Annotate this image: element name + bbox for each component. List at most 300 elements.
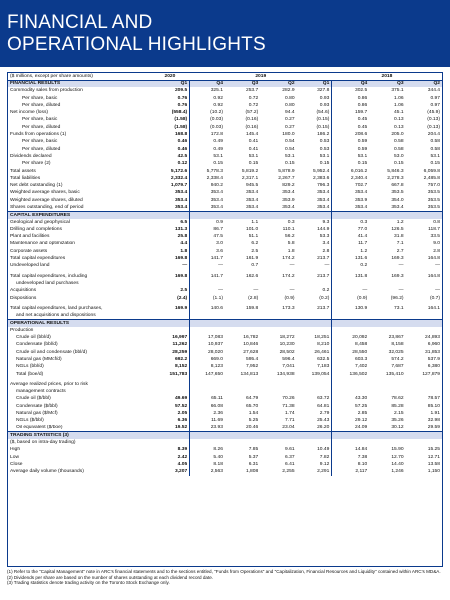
value-cell: [260, 432, 296, 439]
value-cell: 353.5: [427, 190, 440, 196]
value-cell: 353.4: [174, 190, 188, 196]
value-cell: 354.0: [391, 197, 404, 203]
row-label: Funds from operations (1): [10, 132, 67, 138]
value-cell: —: [398, 288, 404, 294]
value-cell: 0.58: [394, 146, 404, 152]
value-cell: 8.18: [190, 461, 225, 468]
value-cell: 0.49: [190, 138, 225, 145]
value-cell: 669.0: [190, 356, 225, 363]
value-cell: 0.3: [287, 219, 295, 225]
table-row: [8, 255, 442, 262]
value-cell: [297, 327, 332, 334]
table-row: [8, 341, 442, 348]
value-cell: 4.4: [180, 241, 188, 247]
value-cell: 41.4: [332, 233, 369, 240]
table-row: [8, 439, 442, 446]
value-cell: (57.2): [245, 110, 259, 116]
value-cell: Q4: [190, 80, 225, 87]
value-cell: 169.3: [391, 256, 404, 262]
value-cell: [406, 381, 442, 388]
value-cell: 6.37: [285, 454, 295, 460]
value-cell: 327.8: [317, 88, 330, 94]
value-cell: [150, 432, 190, 439]
table-row: [8, 417, 442, 424]
value-cell: 9.0: [433, 241, 440, 247]
row-label: Production: [10, 327, 34, 333]
value-cell: 2.15: [394, 411, 404, 416]
value-cell: 353.4: [317, 190, 330, 196]
value-cell: 0.86: [332, 102, 369, 109]
value-cell: 164.8: [427, 273, 440, 279]
value-cell: 596.4: [282, 356, 295, 362]
value-cell: 10,937: [190, 341, 225, 348]
value-cell: 9.3: [322, 219, 330, 225]
value-cell: [150, 381, 190, 388]
value-cell: [332, 320, 369, 327]
value-cell: 6,380: [427, 364, 440, 370]
value-cell: 2.42: [177, 454, 188, 460]
value-cell: 7,183: [317, 364, 330, 370]
value-cell: [297, 432, 332, 439]
value-cell: 5,172.6: [170, 168, 188, 174]
value-cell: [406, 280, 442, 287]
value-cell: 0.58: [394, 139, 404, 145]
row-label: Close: [10, 462, 23, 468]
value-cell: 5.8: [287, 241, 295, 247]
value-cell: (2.8): [248, 295, 259, 301]
value-cell: 49.69: [174, 396, 188, 402]
value-cell: 796.3: [317, 183, 330, 189]
value-cell: 353.4: [245, 190, 259, 196]
table-row: [8, 168, 442, 175]
value-cell: 537.9: [427, 356, 440, 362]
value-cell: 174.2: [282, 256, 295, 262]
value-cell: —: [289, 288, 295, 294]
value-cell: 353.9: [282, 197, 295, 203]
value-cell: 29.12: [332, 417, 369, 424]
value-cell: [190, 432, 225, 439]
value-cell: 375.1: [391, 88, 404, 94]
value-cell: 26.20: [317, 425, 330, 431]
value-cell: (0.9): [284, 295, 295, 301]
row-label: Corporate assets: [10, 248, 48, 254]
value-cell: 0.41: [248, 146, 259, 152]
value-cell: [332, 388, 369, 395]
row-label: Undeveloped land: [10, 263, 50, 269]
value-cell: 1.74: [285, 411, 295, 416]
row-label: Shares outstanding, end of period: [10, 204, 84, 210]
value-cell: 131.6: [332, 255, 369, 262]
value-cell: 0.9: [190, 219, 225, 226]
row-label: FINANCIAL RESULTS: [8, 80, 150, 87]
value-cell: 32.98: [427, 418, 440, 424]
table-row: [8, 160, 442, 167]
value-cell: 0.97: [430, 95, 440, 101]
value-cell: 0.12: [177, 161, 188, 167]
value-cell: [225, 280, 260, 287]
table-row: [8, 109, 442, 116]
value-cell: 353.4: [282, 204, 295, 210]
value-cell: 47.5: [190, 233, 225, 240]
value-cell: [150, 327, 190, 334]
value-cell: 353.4: [391, 204, 404, 210]
value-cell: 353.5: [427, 197, 440, 203]
row-label: Total liabilities: [10, 175, 41, 181]
value-cell: 7,041: [282, 364, 295, 370]
row-label: Dividends declared: [10, 153, 52, 159]
table-row: [8, 356, 442, 363]
value-cell: 0.15: [430, 161, 440, 167]
value-cell: 0.45: [332, 116, 369, 123]
row-label: Per share, basic: [22, 117, 58, 123]
value-cell: 9.12: [319, 462, 330, 468]
value-cell: (96.2): [390, 295, 404, 301]
value-cell: (0.15): [316, 117, 330, 123]
value-cell: [369, 312, 405, 319]
value-cell: —: [435, 263, 440, 269]
value-cell: 0.45: [332, 124, 369, 131]
value-cell: 2.5: [180, 288, 188, 294]
value-cell: 6.5: [180, 219, 188, 225]
value-cell: 56.2: [285, 234, 295, 240]
value-cell: 63.72: [317, 396, 330, 402]
footnotes: [7, 569, 443, 586]
value-cell: 353.4: [190, 204, 225, 211]
value-cell: (0.03): [190, 124, 225, 131]
year-header-row: [8, 73, 442, 80]
table-row: [8, 287, 442, 294]
value-cell: 64.79: [245, 396, 259, 402]
value-cell: 1.91: [430, 411, 440, 416]
value-cell: 2,340.4: [332, 175, 369, 182]
value-cell: 7,952: [245, 364, 259, 370]
value-cell: 2.85: [332, 410, 369, 417]
table-row: [8, 138, 442, 145]
value-cell: 86.7: [190, 226, 225, 233]
value-cell: 159.8: [245, 305, 259, 311]
value-cell: 161.9: [245, 256, 259, 262]
value-cell: 353.4: [245, 197, 259, 203]
table-row: [8, 211, 442, 218]
table-row: [8, 454, 442, 461]
value-cell: 0.72: [248, 102, 259, 108]
row-label: Per share, basic: [22, 95, 58, 101]
table-row: [8, 425, 442, 432]
value-cell: 110.1: [282, 226, 295, 232]
value-cell: 126.5: [391, 226, 404, 232]
row-label: Maintenance and optimization: [10, 241, 75, 247]
value-cell: [150, 211, 190, 218]
value-cell: 7.38: [332, 454, 369, 461]
value-cell: [190, 320, 225, 327]
value-cell: 0.41: [248, 139, 259, 145]
value-cell: 5.37: [248, 454, 259, 460]
value-cell: 30.12: [391, 425, 404, 431]
value-cell: 603.3: [332, 356, 369, 363]
value-cell: [225, 211, 260, 218]
value-cell: 35.26: [391, 418, 404, 424]
row-label: Total (boe/d): [16, 371, 44, 377]
value-cell: 10,230: [279, 342, 295, 348]
row-label: Crude oil ($/bbl): [16, 396, 51, 402]
value-cell: 5,819.2: [241, 168, 259, 174]
value-cell: 131.8: [332, 273, 369, 280]
value-cell: 757.0: [427, 183, 440, 189]
value-cell: 5.40: [190, 454, 225, 461]
value-cell: 4.05: [177, 462, 188, 468]
value-cell: [260, 381, 296, 388]
value-cell: 164.8: [427, 256, 440, 262]
value-cell: 6.36: [177, 418, 188, 424]
row-label: Acquisitions: [10, 288, 37, 294]
value-cell: 0.54: [285, 139, 295, 145]
value-cell: 7.82: [319, 454, 330, 460]
value-cell: [332, 381, 369, 388]
value-cell: 353.4: [190, 197, 225, 204]
row-label: Geological and geophysical: [10, 219, 70, 225]
value-cell: 6.2: [251, 241, 259, 247]
value-cell: [260, 280, 296, 287]
value-cell: 136,502: [332, 371, 369, 378]
value-cell: 0.2: [322, 288, 330, 294]
table-row: [8, 395, 442, 402]
table-row: [8, 305, 442, 312]
value-cell: 159.7: [332, 109, 369, 116]
value-cell: 57.25: [332, 403, 369, 410]
value-cell: 2.79: [319, 411, 330, 416]
value-cell: (0.2): [319, 295, 330, 301]
row-label: OPERATIONAL RESULTS: [8, 320, 150, 327]
value-cell: [406, 327, 442, 334]
row-label: TRADING STATISTICS (3): [8, 432, 150, 439]
value-cell: [190, 327, 225, 334]
value-cell: 169.9: [174, 305, 188, 311]
table-row: [8, 131, 442, 138]
row-label: Condensate (bbl/d): [16, 342, 58, 348]
value-cell: 353.4: [245, 204, 259, 210]
value-cell: 5.25: [248, 418, 259, 424]
value-cell: 0.53: [319, 139, 330, 145]
table-row: [8, 248, 442, 255]
row-label: Net income (loss): [10, 110, 49, 116]
value-cell: 169.8: [174, 256, 188, 262]
value-cell: 127,879: [422, 371, 440, 377]
value-cell: [225, 439, 260, 446]
value-cell: 174.2: [282, 273, 295, 279]
row-label: Total assets: [10, 168, 36, 174]
value-cell: 353.5: [391, 190, 404, 196]
value-cell: 5,846.3: [387, 168, 404, 174]
value-cell: 2.8: [433, 248, 440, 254]
row-label: Crude oil and condensate (bbl/d): [16, 349, 87, 355]
table-row: [8, 447, 442, 454]
value-cell: 0.15: [394, 161, 404, 167]
table-row: [8, 146, 442, 153]
value-cell: 692.2: [174, 356, 188, 362]
value-cell: Q3: [369, 80, 405, 87]
value-cell: 8,123: [190, 363, 225, 370]
value-cell: 8,458: [332, 341, 369, 348]
value-cell: 8.39: [177, 447, 188, 453]
value-cell: 53.1: [190, 153, 225, 160]
value-cell: 28,020: [190, 349, 225, 356]
value-cell: [225, 312, 260, 319]
value-cell: 71.38: [282, 403, 295, 409]
value-cell: 2.7: [396, 248, 404, 254]
value-cell: [369, 439, 405, 446]
table-row: [8, 153, 442, 160]
row-label: CAPITAL EXPENDITURES: [8, 211, 150, 218]
value-cell: 344.4: [427, 88, 440, 94]
value-cell: [190, 388, 225, 395]
value-cell: 353.4: [332, 204, 369, 211]
value-cell: 85.28: [391, 403, 404, 409]
value-cell: 2,485.8: [423, 175, 440, 181]
value-cell: 141.7: [190, 255, 225, 262]
value-cell: 8.10: [332, 461, 369, 468]
row-label: undeveloped land purchases: [16, 280, 79, 286]
value-cell: 1.54: [248, 411, 259, 416]
value-cell: 7.1: [396, 241, 404, 247]
value-cell: 141.7: [190, 273, 225, 280]
value-cell: 6.31: [248, 462, 259, 468]
value-cell: (0.16): [245, 124, 259, 130]
value-cell: —: [289, 263, 295, 269]
value-cell: [297, 388, 332, 395]
value-cell: 209.5: [174, 88, 188, 94]
value-cell: 353.4: [174, 197, 188, 203]
value-cell: [297, 312, 332, 319]
value-cell: 0.15: [332, 160, 369, 167]
value-cell: 0.92: [190, 95, 225, 102]
value-cell: [190, 280, 225, 287]
value-cell: 53.1: [430, 153, 440, 159]
value-cell: [332, 211, 369, 218]
value-cell: 169.3: [391, 273, 404, 279]
value-cell: 0.15: [190, 160, 225, 167]
value-cell: 11.69: [190, 417, 225, 424]
value-cell: 16,782: [243, 335, 259, 341]
value-cell: 1.2: [332, 248, 369, 255]
row-label: Per share, basic: [22, 139, 58, 145]
value-cell: 26,461: [314, 349, 330, 355]
row-label: Low: [10, 454, 19, 460]
value-cell: 151,783: [169, 371, 188, 377]
value-cell: 0.58: [430, 139, 440, 145]
value-cell: 12.71: [427, 454, 440, 460]
value-cell: 208.6: [332, 131, 369, 138]
value-cell: 131.3: [174, 226, 188, 232]
value-cell: 139,054: [311, 371, 330, 377]
value-cell: 0.76: [177, 102, 188, 108]
value-cell: 18,251: [314, 335, 330, 341]
row-label: Total capital expenditures, including: [10, 273, 88, 279]
table-row: [8, 273, 442, 280]
value-cell: 53.1: [319, 153, 330, 159]
row-label: Net debt outstanding (1): [10, 183, 63, 189]
table-row: [8, 320, 442, 327]
value-cell: 2.05: [177, 411, 188, 416]
value-cell: 10,846: [243, 342, 259, 348]
value-cell: 162.6: [245, 273, 259, 279]
value-cell: (0.7): [429, 295, 440, 301]
value-cell: 0.15: [285, 161, 295, 167]
value-cell: 15.90: [391, 447, 404, 453]
row-label: Plant and facilities: [10, 234, 50, 240]
table-row: [8, 95, 442, 102]
value-cell: 302.5: [332, 87, 369, 94]
value-cell: 130.9: [332, 305, 369, 312]
value-cell: (10.2): [190, 109, 225, 116]
value-cell: Q2: [260, 80, 296, 87]
row-label: Natural gas ($/Mcf): [16, 411, 58, 416]
table-row: [8, 219, 442, 226]
value-cell: 213.7: [317, 256, 330, 262]
value-cell: 173.3: [282, 305, 295, 311]
row-label: NGLs ($/bbl): [16, 418, 44, 424]
value-cell: 0.13: [394, 117, 404, 123]
value-cell: 135,410: [385, 371, 404, 377]
row-label: Commodity sales from production: [10, 88, 83, 94]
value-cell: 42.5: [177, 153, 188, 159]
row-label: Dispositions: [10, 295, 37, 301]
value-cell: [332, 432, 369, 439]
value-cell: 25.43: [317, 418, 330, 424]
value-cell: [332, 312, 369, 319]
table-row: [8, 381, 442, 388]
year-2020: 2020: [164, 73, 176, 79]
value-cell: 13.58: [427, 462, 440, 468]
value-cell: 0.8: [433, 219, 440, 225]
value-cell: 8,152: [174, 364, 188, 370]
value-cell: 186.2: [317, 132, 330, 138]
value-cell: 353.4: [282, 190, 295, 196]
value-cell: [297, 439, 332, 446]
value-cell: 0.7: [251, 263, 259, 269]
value-cell: 53.1: [285, 153, 295, 159]
value-cell: 3.0: [190, 241, 225, 248]
value-cell: 134,813: [240, 371, 259, 377]
value-cell: 31.8: [394, 234, 404, 240]
row-label: Per share, diluted: [22, 102, 61, 108]
value-cell: 78.57: [427, 396, 440, 402]
value-cell: (0.15): [316, 124, 330, 130]
value-cell: —: [182, 263, 188, 269]
value-cell: 11,262: [172, 342, 188, 348]
row-label: Weighted average shares, basic: [10, 190, 80, 196]
row-label: Total capital expenditures, land purchases,: [10, 305, 103, 311]
value-cell: 1.2: [396, 219, 404, 225]
value-cell: 23.93: [190, 425, 225, 432]
value-cell: 2.36: [190, 410, 225, 417]
value-cell: 0.80: [285, 102, 295, 108]
value-cell: —: [435, 288, 440, 294]
value-cell: 253.7: [245, 88, 259, 94]
page-title-line1: FINANCIAL AND: [7, 12, 153, 33]
value-cell: 0.93: [319, 102, 330, 108]
row-label: Per share, diluted: [22, 146, 61, 152]
value-cell: 0.3: [332, 219, 369, 226]
highlights-table: [8, 73, 442, 476]
value-cell: 353.4: [332, 189, 369, 196]
value-cell: 0.59: [332, 146, 369, 153]
value-cell: —: [190, 287, 225, 294]
value-cell: 20,092: [332, 334, 369, 341]
value-cell: 3.6: [190, 248, 225, 255]
value-cell: 945.5: [245, 183, 259, 189]
value-cell: [225, 381, 260, 388]
row-label: ($, based on intra-day trading): [10, 440, 76, 446]
